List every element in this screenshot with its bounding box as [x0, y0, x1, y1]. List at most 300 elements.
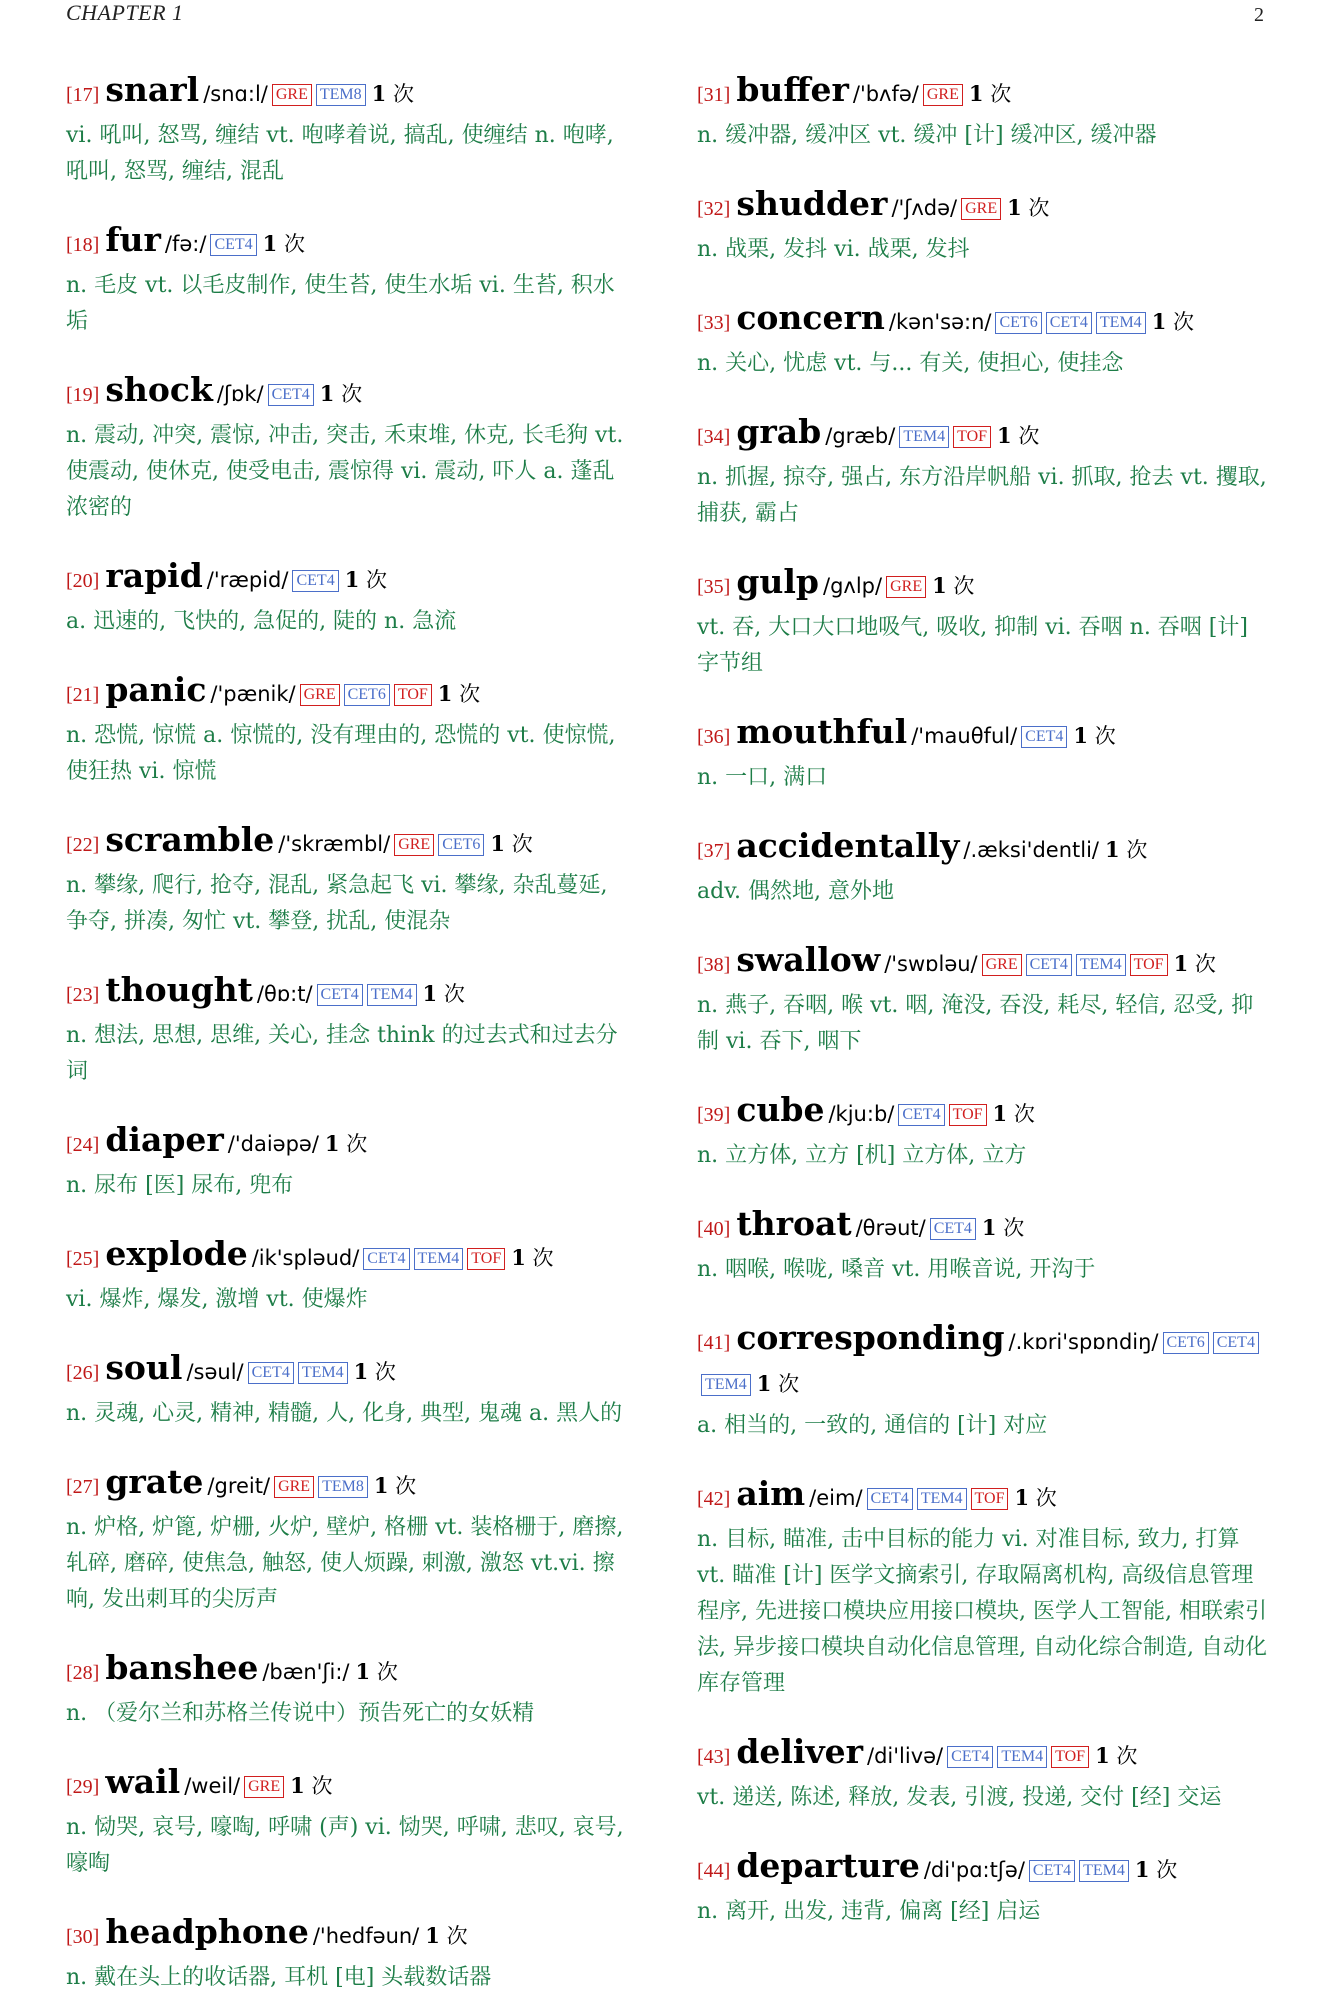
exam-tag-badge: CET4	[1021, 726, 1067, 748]
phonetic: /'mauθful/	[911, 724, 1018, 748]
headword: cube	[736, 1090, 825, 1129]
count-unit: 次	[459, 682, 481, 706]
entry-headline	[66, 1648, 636, 1694]
count-unit: 次	[366, 568, 387, 592]
vocab-entry	[697, 298, 1269, 382]
occurrence-count	[374, 1474, 416, 1498]
vocab-entry	[697, 562, 1269, 682]
count-value: 1	[324, 1131, 340, 1156]
definition: a. 相当的, 一致的, 通信的 [计] 对应	[697, 1413, 1048, 1438]
headword: shock	[105, 370, 213, 409]
headword: departure	[736, 1846, 920, 1885]
occurrence-count	[1135, 1858, 1177, 1882]
entry-index: [40]	[697, 1218, 731, 1240]
definition: n. 炉格, 炉篦, 炉栅, 火炉, 壁炉, 格栅 vt. 装格栅于, 磨擦, 轧碎, 磨碎, 使焦急, 触怒, 使人烦躁, 刺激, 激怒 vt.vi. 擦响, 发出刺耳的尖厉声	[66, 1515, 624, 1612]
definition: n. 咽喉, 喉咙, 嗓音 vt. 用喉音说, 开沟于	[697, 1257, 1096, 1282]
exam-tag-badge: CET6	[995, 312, 1041, 334]
right-column	[697, 70, 1269, 1930]
entry-headline	[66, 1348, 636, 1394]
phonetic: /snɑ:l/	[203, 82, 268, 106]
entry-headline	[697, 562, 1269, 608]
exam-tag-badge: TEM4	[1096, 312, 1146, 334]
vocab-entry	[697, 1732, 1269, 1816]
vocab-entry	[66, 70, 636, 190]
definition: vi. 爆炸, 爆发, 激增 vt. 使爆炸	[66, 1287, 368, 1312]
exam-tag-badge: CET4	[867, 1488, 913, 1510]
count-value: 1	[981, 1215, 997, 1240]
entry-index: [18]	[66, 234, 100, 256]
entry-headline	[66, 1120, 636, 1166]
count-unit: 次	[283, 232, 305, 256]
entry-index: [26]	[66, 1362, 100, 1384]
vocab-entry	[697, 184, 1269, 268]
count-unit: 次	[374, 1360, 396, 1384]
entry-index: [35]	[697, 576, 731, 598]
entry-index: [42]	[697, 1488, 731, 1510]
exam-tag-badge: GRE	[274, 1476, 314, 1498]
count-value: 1	[1095, 1743, 1110, 1768]
occurrence-count	[345, 568, 387, 592]
entry-index: [41]	[697, 1332, 731, 1354]
definition: n. 战栗, 发抖 vi. 战栗, 发抖	[697, 237, 970, 262]
entry-headline	[66, 70, 636, 116]
left-column	[66, 70, 636, 1996]
occurrence-count	[997, 424, 1039, 448]
entry-index: [39]	[697, 1104, 731, 1126]
headword: throat	[736, 1204, 852, 1243]
count-value: 1	[422, 981, 438, 1006]
headword: thought	[105, 970, 253, 1009]
count-value: 1	[355, 1659, 371, 1684]
count-unit: 次	[1156, 1858, 1178, 1882]
vocab-entry	[66, 1234, 636, 1318]
definition: n. 缓冲器, 缓冲区 vt. 缓冲 [计] 缓冲区, 缓冲器	[697, 123, 1157, 148]
headword: headphone	[105, 1912, 309, 1951]
vocab-entry	[66, 1348, 636, 1432]
definition: vi. 吼叫, 怒骂, 缠结 vt. 咆哮着说, 搞乱, 使缠结 n. 咆哮, 吼叫, 怒骂, 缠结, 混乱	[66, 123, 614, 184]
count-unit: 次	[311, 1774, 333, 1798]
entry-headline	[66, 1912, 636, 1958]
occurrence-count	[757, 1372, 799, 1396]
count-unit: 次	[395, 1474, 417, 1498]
headword: fur	[105, 220, 161, 259]
definition: n. 恸哭, 哀号, 嚎啕, 呼啸 (声) vi. 恸哭, 呼啸, 悲叹, 哀号, 嚎啕	[66, 1815, 624, 1876]
entry-headline	[697, 70, 1269, 116]
exam-tag-badge: CET4	[210, 234, 256, 256]
exam-tag-badge: CET4	[317, 984, 363, 1006]
count-unit: 次	[778, 1372, 800, 1396]
definition: n. 灵魂, 心灵, 精神, 精髓, 人, 化身, 典型, 鬼魂 a. 黑人的	[66, 1401, 623, 1426]
vocab-entry	[66, 970, 636, 1090]
count-unit: 次	[392, 82, 414, 106]
entry-headline	[66, 370, 636, 416]
phonetic: /eim/	[809, 1486, 863, 1510]
vocab-entry	[66, 556, 636, 640]
headword: buffer	[736, 70, 849, 109]
count-value: 1	[1105, 837, 1120, 862]
phonetic: /'ræpid/	[206, 568, 289, 592]
occurrence-count	[511, 1246, 553, 1270]
occurrence-count	[1105, 838, 1147, 862]
headword: deliver	[736, 1732, 864, 1771]
exam-tag-badge: TEM4	[701, 1374, 751, 1396]
exam-tag-badge: CET4	[1213, 1332, 1259, 1354]
phonetic: /di'livə/	[867, 1744, 944, 1768]
definition: n. 抓握, 掠夺, 强占, 东方沿岸帆船 vi. 抓取, 抢去 vt. 攫取, 捕获, 霸占	[697, 465, 1267, 526]
definition: a. 迅速的, 飞快的, 急促的, 陡的 n. 急流	[66, 609, 457, 634]
phonetic: /səul/	[186, 1360, 244, 1384]
headword: wail	[105, 1762, 181, 1801]
entry-index: [28]	[66, 1662, 100, 1684]
entry-index: [24]	[66, 1134, 100, 1156]
exam-tag-badge: TOF	[971, 1488, 1009, 1510]
headword: shudder	[736, 184, 888, 223]
definition: n. 恐慌, 惊慌 a. 惊慌的, 没有理由的, 恐慌的 vt. 使惊慌, 使狂热 vi. 惊慌	[66, 723, 616, 784]
entry-index: [36]	[697, 726, 731, 748]
entry-headline	[66, 970, 636, 1016]
entry-index: [29]	[66, 1776, 100, 1798]
headword: banshee	[105, 1648, 259, 1687]
headword: panic	[105, 670, 207, 709]
vocab-entry	[697, 712, 1269, 796]
phonetic: /greit/	[207, 1474, 271, 1498]
exam-tag-badge: CET6	[344, 684, 390, 706]
phonetic: /'swɒləu/	[884, 952, 978, 976]
entry-headline	[697, 1318, 1269, 1406]
occurrence-count	[982, 1216, 1024, 1240]
exam-tag-badge: CET4	[292, 570, 338, 592]
exam-tag-badge: CET4	[898, 1104, 944, 1126]
count-unit: 次	[1018, 424, 1040, 448]
count-value: 1	[290, 1773, 305, 1798]
exam-tag-badge: CET4	[947, 1746, 993, 1768]
phonetic: /'pænik/	[210, 682, 296, 706]
phonetic: /ik'spləud/	[251, 1246, 360, 1270]
count-value: 1	[968, 81, 984, 106]
exam-tag-badge: TEM4	[414, 1248, 464, 1270]
exam-tag-badge: TEM8	[318, 1476, 368, 1498]
entry-index: [30]	[66, 1926, 100, 1948]
definition: n. 离开, 出发, 违背, 偏离 [经] 启运	[697, 1899, 1041, 1924]
vocab-entry	[66, 1912, 636, 1996]
count-unit: 次	[1126, 838, 1148, 862]
phonetic: /gʌlp/	[823, 574, 883, 598]
exam-tag-badge: TEM4	[899, 426, 949, 448]
exam-tag-badge: TEM4	[1076, 954, 1126, 976]
count-value: 1	[1073, 723, 1089, 748]
count-unit: 次	[1028, 196, 1050, 220]
count-unit: 次	[953, 574, 975, 598]
headword: diaper	[105, 1120, 224, 1159]
entry-headline	[66, 670, 636, 716]
count-value: 1	[437, 681, 453, 706]
exam-tag-badge: GRE	[394, 834, 434, 856]
entry-headline	[697, 1732, 1269, 1778]
entry-index: [44]	[697, 1860, 731, 1882]
entry-index: [20]	[66, 570, 100, 592]
exam-tag-badge: GRE	[886, 576, 926, 598]
vocab-entry	[697, 412, 1269, 532]
occurrence-count	[1174, 952, 1216, 976]
entry-headline	[697, 412, 1269, 458]
count-unit: 次	[532, 1246, 554, 1270]
headword: explode	[105, 1234, 248, 1273]
exam-tag-badge: TEM4	[917, 1488, 967, 1510]
count-unit: 次	[1173, 310, 1194, 334]
occurrence-count	[1007, 196, 1049, 220]
exam-tag-badge: GRE	[982, 954, 1022, 976]
count-value: 1	[373, 1473, 389, 1498]
entry-headline	[697, 826, 1269, 872]
entry-headline	[697, 940, 1269, 986]
entry-headline	[66, 1462, 636, 1508]
phonetic: /fə:/	[164, 232, 207, 256]
count-value: 1	[344, 567, 360, 592]
vocab-entry	[697, 940, 1269, 1060]
entry-index: [43]	[697, 1746, 731, 1768]
phonetic: /.kɒri'spɒndiŋ/	[1008, 1330, 1159, 1354]
vocab-entry	[66, 820, 636, 940]
count-value: 1	[992, 1101, 1008, 1126]
vocab-entry	[697, 1090, 1269, 1174]
occurrence-count	[1095, 1744, 1137, 1768]
exam-tag-badge: GRE	[961, 198, 1001, 220]
exam-tag-badge: TEM4	[367, 984, 417, 1006]
definition: n. 戴在头上的收话器, 耳机 [电] 头载数话器	[66, 1965, 492, 1990]
headword: rapid	[105, 556, 203, 595]
entry-index: [25]	[66, 1248, 100, 1270]
headword: mouthful	[736, 712, 908, 751]
headword: grate	[105, 1462, 204, 1501]
phonetic: /'bʌfə/	[852, 82, 919, 106]
entry-headline	[66, 1234, 636, 1280]
vocab-entry	[697, 1474, 1269, 1702]
count-unit: 次	[1094, 724, 1116, 748]
definition: vt. 递送, 陈述, 释放, 发表, 引渡, 投递, 交付 [经] 交运	[697, 1785, 1222, 1810]
entry-index: [32]	[697, 198, 731, 220]
exam-tag-badge: CET4	[1026, 954, 1072, 976]
occurrence-count	[356, 1660, 398, 1684]
phonetic: /'hedfəun/	[312, 1924, 420, 1948]
definition: vt. 吞, 大口大口地吸气, 吸收, 抑制 vi. 吞咽 n. 吞咽 [计] 字节组	[697, 615, 1248, 676]
exam-tag-badge: GRE	[244, 1776, 284, 1798]
definition: n. 攀缘, 爬行, 抢夺, 混乱, 紧急起飞 vi. 攀缘, 杂乱蔓延, 争夺, 拼凑, 匆忙 vt. 攀登, 扰乱, 使混杂	[66, 873, 608, 934]
definition: n. 震动, 冲突, 震惊, 冲击, 突击, 禾束堆, 休克, 长毛狗 vt. 使震动, 使休克, 使受电击, 震惊得 vi. 震动, 吓人 a. 蓬乱浓密的	[66, 423, 624, 520]
occurrence-count	[1014, 1486, 1056, 1510]
vocab-entry	[66, 1462, 636, 1618]
headword: grab	[736, 412, 822, 451]
entry-index: [21]	[66, 684, 100, 706]
definition: n. 想法, 思想, 思维, 关心, 挂念 think 的过去式和过去分词	[66, 1023, 618, 1084]
count-value: 1	[756, 1371, 772, 1396]
exam-tag-badge: TOF	[467, 1248, 505, 1270]
occurrence-count	[1073, 724, 1115, 748]
occurrence-count	[1152, 310, 1194, 334]
entry-headline	[66, 820, 636, 866]
count-unit: 次	[1013, 1102, 1035, 1126]
exam-tag-badge: TOF	[949, 1104, 987, 1126]
occurrence-count	[290, 1774, 332, 1798]
occurrence-count	[354, 1360, 396, 1384]
exam-tag-badge: TOF	[953, 426, 991, 448]
count-value: 1	[997, 423, 1012, 448]
entry-index: [33]	[697, 312, 731, 334]
definition: n. 一口, 满口	[697, 765, 828, 790]
exam-tag-badge: GRE	[300, 684, 340, 706]
phonetic: /kju:b/	[828, 1102, 895, 1126]
exam-tag-badge: TOF	[1130, 954, 1168, 976]
headword: scramble	[105, 820, 275, 859]
entry-index: [17]	[66, 84, 100, 106]
exam-tag-badge: GRE	[272, 84, 312, 106]
occurrence-count	[425, 1924, 467, 1948]
count-value: 1	[490, 831, 506, 856]
page-header	[66, 0, 1264, 30]
exam-tag-badge: TEM8	[316, 84, 366, 106]
page-number: 2	[1254, 4, 1264, 26]
exam-tag-badge: CET4	[1046, 312, 1092, 334]
entry-index: [19]	[66, 384, 100, 406]
exam-tag-badge: TEM4	[298, 1362, 348, 1384]
count-unit: 次	[443, 982, 465, 1006]
count-value: 1	[1014, 1485, 1030, 1510]
definition: n. 尿布 [医] 尿布, 兜布	[66, 1173, 294, 1198]
phonetic: /.æksi'dentli/	[963, 838, 1099, 862]
count-unit: 次	[511, 832, 533, 856]
exam-tag-badge: TEM4	[1079, 1860, 1129, 1882]
entry-headline	[697, 712, 1269, 758]
count-unit: 次	[990, 82, 1012, 106]
entry-headline	[697, 184, 1269, 230]
vocab-entry	[697, 1318, 1269, 1444]
headword: gulp	[736, 562, 820, 601]
count-unit: 次	[1035, 1486, 1057, 1510]
vocab-entry	[697, 826, 1269, 910]
entry-headline	[697, 1204, 1269, 1250]
count-unit: 次	[346, 1132, 368, 1156]
count-unit: 次	[376, 1660, 398, 1684]
exam-tag-badge: TOF	[1051, 1746, 1089, 1768]
occurrence-count	[932, 574, 974, 598]
occurrence-count	[969, 82, 1011, 106]
count-unit: 次	[1116, 1744, 1138, 1768]
count-unit: 次	[446, 1924, 468, 1948]
vocab-entry	[66, 670, 636, 790]
vocab-entry	[66, 220, 636, 340]
exam-tag-badge: CET4	[930, 1218, 976, 1240]
entry-index: [37]	[697, 840, 731, 862]
headword: accidentally	[736, 826, 960, 865]
vocab-entry	[697, 1204, 1269, 1288]
definition: n. （爱尔兰和苏格兰传说中）预告死亡的女妖精	[66, 1701, 535, 1726]
exam-tag-badge: CET4	[248, 1362, 294, 1384]
vocab-entry	[697, 70, 1269, 154]
entry-index: [31]	[697, 84, 731, 106]
phonetic: /'ʃʌdə/	[891, 196, 958, 220]
count-value: 1	[1134, 1857, 1150, 1882]
entry-index: [22]	[66, 834, 100, 856]
count-value: 1	[511, 1245, 526, 1270]
count-unit: 次	[1194, 952, 1216, 976]
headword: aim	[736, 1474, 806, 1513]
count-value: 1	[353, 1359, 369, 1384]
phonetic: /'skræmbl/	[278, 832, 391, 856]
count-value: 1	[262, 231, 278, 256]
count-value: 1	[371, 81, 387, 106]
phonetic: /weil/	[184, 1774, 241, 1798]
vocab-entry	[697, 1846, 1269, 1930]
count-unit: 次	[341, 382, 363, 406]
phonetic: /græb/	[825, 424, 896, 448]
occurrence-count	[423, 982, 465, 1006]
phonetic: /ʃɒk/	[216, 382, 264, 406]
definition: n. 关心, 忧虑 vt. 与... 有关, 使担心, 使挂念	[697, 351, 1124, 376]
occurrence-count	[438, 682, 480, 706]
count-value: 1	[425, 1923, 440, 1948]
phonetic: /θrəut/	[855, 1216, 926, 1240]
entry-index: [34]	[697, 426, 731, 448]
count-value: 1	[1151, 309, 1167, 334]
count-value: 1	[1007, 195, 1022, 220]
vocab-entry	[66, 370, 636, 526]
phonetic: /kən'sə:n/	[888, 310, 992, 334]
headword: concern	[736, 298, 885, 337]
exam-tag-badge: CET4	[1029, 1860, 1075, 1882]
entry-index: [23]	[66, 984, 100, 1006]
entry-headline	[66, 1762, 636, 1808]
headword: swallow	[736, 940, 881, 979]
phonetic: /θɒ:t/	[256, 982, 313, 1006]
definition: n. 燕子, 吞咽, 喉 vt. 咽, 淹没, 吞没, 耗尽, 轻信, 忍受, 抑制 vi. 吞下, 咽下	[697, 993, 1254, 1054]
exam-tag-badge: CET4	[268, 384, 314, 406]
entry-headline	[697, 298, 1269, 344]
count-value: 1	[932, 573, 947, 598]
exam-tag-badge: GRE	[923, 84, 963, 106]
entry-headline	[66, 556, 636, 602]
definition: n. 立方体, 立方 [机] 立方体, 立方	[697, 1143, 1027, 1168]
entry-headline	[697, 1846, 1269, 1892]
definition: adv. 偶然地, 意外地	[697, 879, 894, 904]
phonetic: /di'pɑ:tʃə/	[923, 1858, 1025, 1882]
exam-tag-badge: CET6	[438, 834, 484, 856]
definition: n. 毛皮 vt. 以毛皮制作, 使生苔, 使生水垢 vi. 生苔, 积水垢	[66, 273, 615, 334]
entry-index: [27]	[66, 1476, 100, 1498]
count-unit: 次	[1003, 1216, 1025, 1240]
entry-headline	[697, 1474, 1269, 1520]
exam-tag-badge: TEM4	[997, 1746, 1047, 1768]
phonetic: /'daiəpə/	[227, 1132, 319, 1156]
vocab-entry	[66, 1762, 636, 1882]
entry-headline	[697, 1090, 1269, 1136]
occurrence-count	[325, 1132, 367, 1156]
exam-tag-badge: TOF	[394, 684, 432, 706]
headword: snarl	[105, 70, 200, 109]
occurrence-count	[372, 82, 414, 106]
exam-tag-badge: CET4	[363, 1248, 409, 1270]
count-value: 1	[319, 381, 335, 406]
entry-headline	[66, 220, 636, 266]
chapter-label: CHAPTER 1	[66, 0, 184, 25]
entry-index: [38]	[697, 954, 731, 976]
headword: soul	[105, 1348, 183, 1387]
occurrence-count	[490, 832, 532, 856]
count-value: 1	[1173, 951, 1189, 976]
exam-tag-badge: CET6	[1163, 1332, 1209, 1354]
vocab-entry	[66, 1648, 636, 1732]
headword: corresponding	[736, 1318, 1005, 1357]
occurrence-count	[993, 1102, 1035, 1126]
vocab-entry	[66, 1120, 636, 1204]
